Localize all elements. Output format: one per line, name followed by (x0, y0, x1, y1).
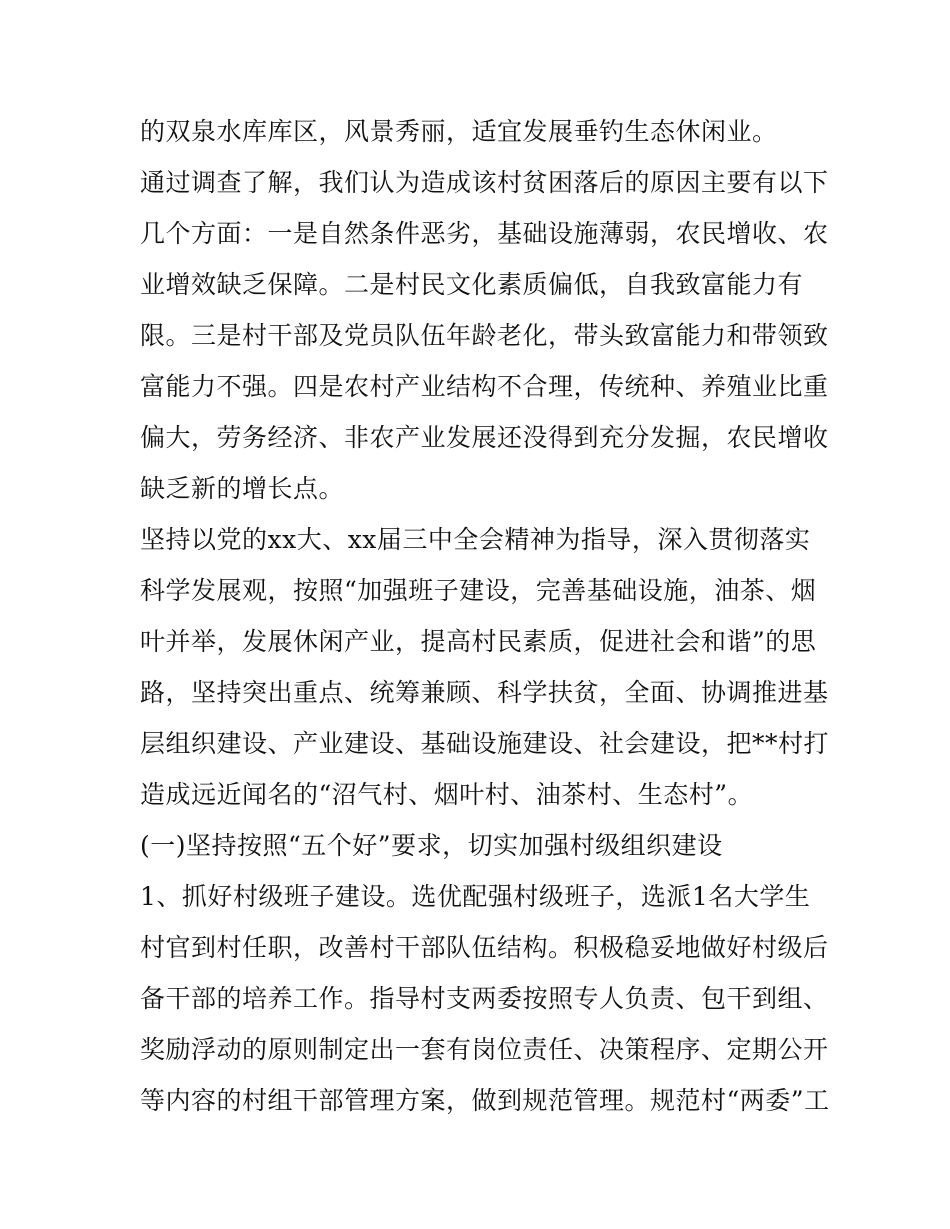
text-line: 叶并举，发展休闲产业，提高村民素质，促进社会和谐”的思 (140, 627, 817, 656)
text-line: 科学发展观，按照“加强班子建设，完善基础设施，油茶、烟 (140, 576, 817, 605)
text-line: 路，坚持突出重点、统筹兼顾、科学扶贫，全面、协调推进基 (140, 678, 829, 707)
text-line: 缺乏新的增长点。 (140, 474, 345, 503)
section-heading: (一)坚持按照“五个好”要求，切实加强村级组织建设 (140, 831, 723, 860)
document-body (140, 106, 830, 1126)
text-line: 等内容的村组干部管理方案，做到规范管理。规范村“两委”工 (140, 1086, 830, 1115)
text-line: 通过调查了解，我们认为造成该村贫困落后的原因主要有以下 (140, 168, 829, 197)
text-line: 富能力不强。四是农村产业结构不合理，传统种、养殖业比重 (140, 372, 829, 401)
text-line: 层组织建设、产业建设、基础设施建设、社会建设，把**村打 (140, 729, 830, 758)
text-line: 备干部的培养工作。指导村支两委按照专人负责、包干到组、 (140, 984, 829, 1013)
text-line: 造成远近闻名的“沼气村、烟叶村、油茶村、生态村”。 (140, 780, 754, 809)
text-line: 的双泉水库库区，风景秀丽，适宜发展垂钓生态休闲业。 (140, 117, 778, 146)
text-line: 坚持以党的xx大、xx届三中全会精神为指导，深入贯彻落实 (140, 525, 811, 554)
text-line: 奖励浮动的原则制定出一套有岗位责任、决策程序、定期公开 (140, 1035, 829, 1064)
text-line: 几个方面：一是自然条件恶劣，基础设施薄弱，农民增收、农 (140, 219, 829, 248)
text-line: 村官到村任职，改善村干部队伍结构。积极稳妥地做好村级后 (140, 933, 829, 962)
text-line: 限。三是村干部及党员队伍年龄老化，带头致富能力和带领致 (140, 321, 829, 350)
text-line: 业增效缺乏保障。二是村民文化素质偏低，自我致富能力有 (140, 270, 804, 299)
text-line: 1、抓好村级班子建设。选优配强村级班子，选派1名大学生 (140, 882, 811, 911)
text-line: 偏大，劳务经济、非农产业发展还没得到充分发掘，农民增收 (140, 423, 829, 452)
